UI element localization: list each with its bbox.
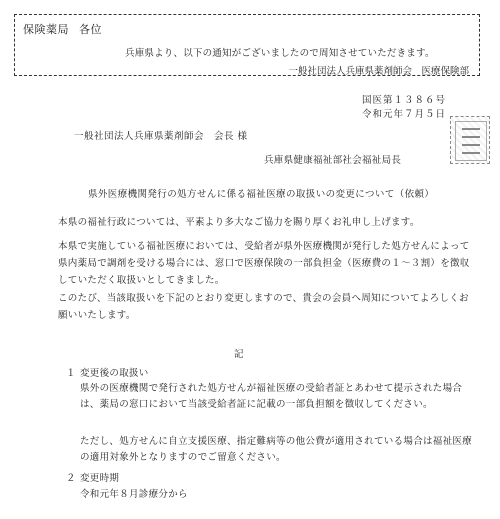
notice-heading-suffix: 各位 <box>79 23 102 36</box>
document-number: 国医第１３８６号 <box>361 95 446 106</box>
seal-inner <box>455 121 487 161</box>
section-1-body: 県外の医療機関で発行された処方せんが福祉医療の受給者証とあわせて提示された場合は、薬局の窓口において当該受給者証に記載の一部負担額を徴収してください。 <box>80 383 463 410</box>
notice-heading <box>23 21 112 37</box>
paragraph-background: 本県で実施している福祉医療においては、受給者が県外医療機関が発行した処方せんによって県内薬局で調剤を受ける場合には、窓口で医療保険の一部負担金（医療費の１～３割）を徴収していただく取扱いとしてきました。 <box>58 241 470 286</box>
section-2-number: ２ <box>66 473 76 484</box>
section-2-title: 変更時期 <box>80 473 120 484</box>
notice-message: 兵庫県より、以下の通知がございましたので周知させていただきます。 <box>125 48 435 59</box>
paragraph-greeting: 本県の福祉行政については、平素より多大なご協力を賜り厚くお礼申し上げます。 <box>58 217 420 228</box>
subject-line: 県外医療機関発行の処方せんに係る福祉医療の取扱いの変更について（依頼） <box>88 189 435 200</box>
notice-box <box>14 14 480 76</box>
section-1-note: ただし、処方せんに自立支援医療、指定難病等の他公費が適用されている場合は福祉医療の適用対象外となりますのでご留意ください。 <box>80 436 473 463</box>
section-1-title: 変更後の取扱い <box>80 368 149 379</box>
ki-heading: 記 <box>234 349 244 360</box>
sender-title: 兵庫県健康福祉部社会福祉局長 <box>264 155 402 166</box>
addressee: 一般社団法人兵庫県薬剤師会 会長 様 <box>74 131 248 142</box>
section-2-body: 令和元年８月診療分から <box>80 489 188 500</box>
notice-sender: 一般社団法人兵庫県薬剤師会 医療保険部 <box>288 66 469 77</box>
paragraph-request: このたび、当該取扱いを下記のとおり変更しますので、貴会の会員へ周知についてよろしくお願いいたします。 <box>58 293 469 321</box>
section-1-number: １ <box>66 368 76 379</box>
document-date: 令和元年７月５日 <box>361 109 446 120</box>
notice-heading-text: 保険薬局 <box>23 23 69 36</box>
official-seal-stamp <box>450 116 490 164</box>
